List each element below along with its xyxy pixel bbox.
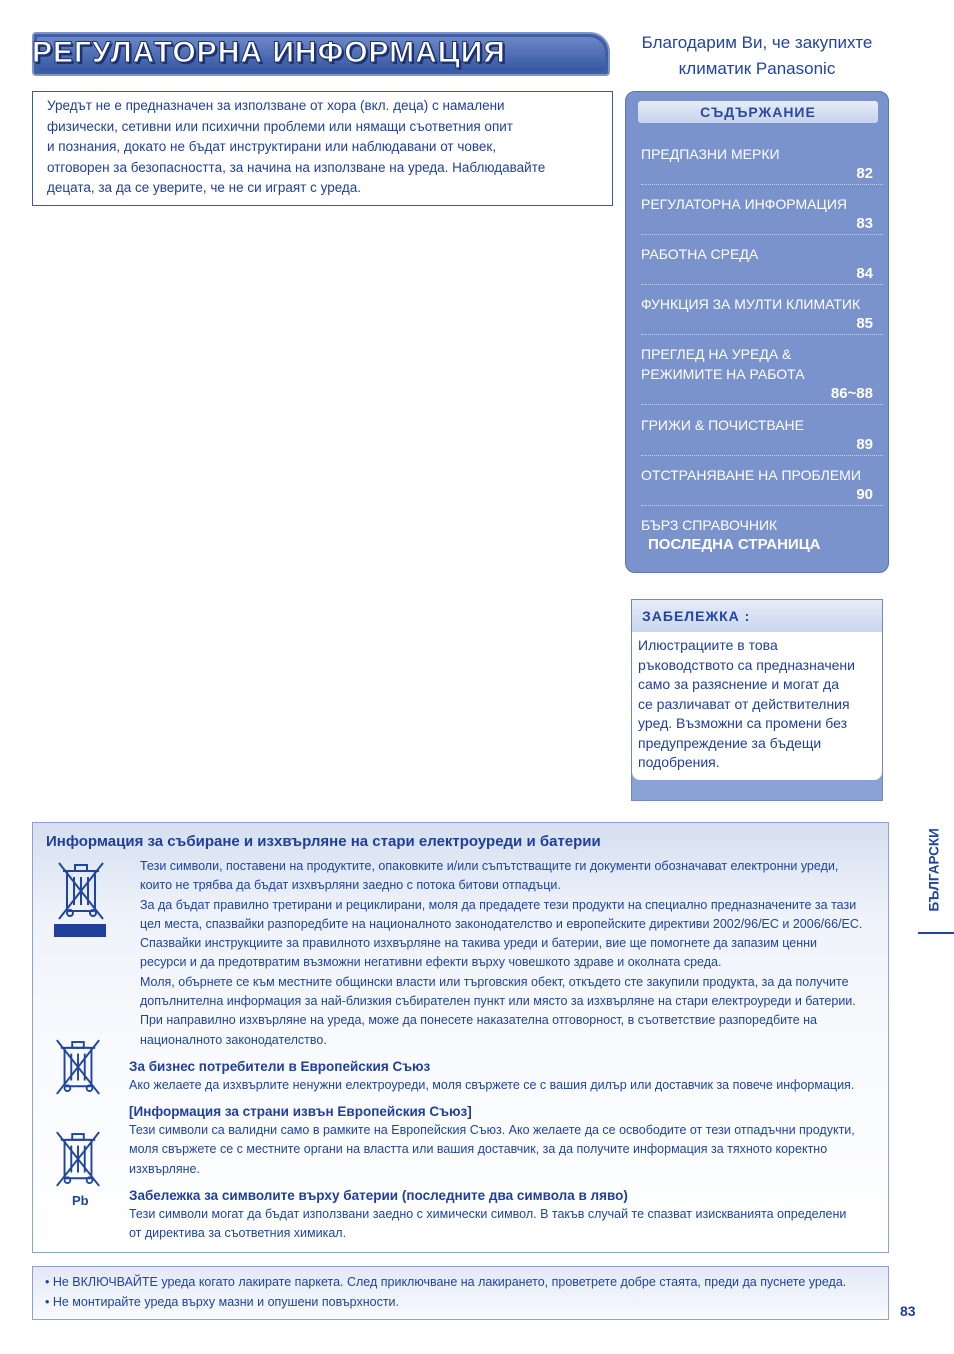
bottom-notes xyxy=(32,1266,889,1320)
crossed-bin-icon xyxy=(53,1127,103,1193)
toc-item-page: 82 xyxy=(856,165,873,182)
note-box xyxy=(631,599,883,801)
page-title: РЕГУЛАТОРНА ИНФОРМАЦИЯ xyxy=(32,36,506,69)
note-line: ръководството са предназначени xyxy=(638,656,855,673)
bottom-note: • Не монтирайте уреда върху мазни и опушени повърхности. xyxy=(45,1295,399,1309)
outside-line: моля свържете се с местните органи на властта или вашия доставчик, за да получите информация за тяхното коректно xyxy=(129,1142,828,1157)
battery-heading: Забележка за символите върху батерии (последните два символа в ляво) xyxy=(129,1188,628,1203)
note-line: Илюстрациите в това xyxy=(638,637,778,653)
toc-item[interactable] xyxy=(641,513,883,555)
toc-item-page: 83 xyxy=(856,215,873,232)
toc-item-page: 90 xyxy=(856,486,873,503)
battery-line: от директива за съответния химикал. xyxy=(129,1226,347,1241)
language-tab-label: БЪЛГАРСКИ xyxy=(926,828,942,912)
outside-eu-heading: [Информация за страни извън Европейския Съюз] xyxy=(129,1104,472,1119)
note-line: само за разяснение и могат да xyxy=(638,676,839,692)
toc-item[interactable] xyxy=(641,142,883,185)
warning-line: и познания, докато не бъдат инструктирани или наблюдавани от човек, xyxy=(47,139,497,154)
black-bar xyxy=(54,924,106,937)
intro-line: националното законодателство. xyxy=(140,1032,327,1047)
note-line: подобрения. xyxy=(638,754,720,770)
intro-line: ресурси и да предотвратим възможни негативни ефекти върху човешкото здраве и околната среда. xyxy=(140,955,722,970)
intro-line: допълнителна информация за най-близкия събирателен пункт или място за изхвърляне на стари електроуреди и батерии. xyxy=(140,994,856,1009)
toc-item-label: БЪРЗ СПРАВОЧНИК xyxy=(641,517,778,533)
battery-text xyxy=(129,1205,846,1244)
pb-label: Pb xyxy=(72,1193,89,1208)
toc-item-page: 89 xyxy=(856,436,873,453)
warning-line: отговорен за безопасността, за начина на използване на уреда. Наблюдавайте xyxy=(47,159,546,175)
outside-line: Тези символи са валидни само в рамките на Европейския Съюз. Ако желаете да се освободите от тези отпадъчни продукти, xyxy=(129,1123,855,1137)
toc-item[interactable] xyxy=(641,292,883,335)
intro-line: За да бъдат правилно третирани и рециклирани, моля да предадете тези продукти на специално предназначените за тази xyxy=(140,897,857,912)
toc-item-page: 86~88 xyxy=(830,385,873,402)
toc-item-label: ФУНКЦИЯ ЗА МУЛТИ КЛИМАТИК xyxy=(641,296,861,312)
intro-line: Тези символи, поставени на продуктите, опаковките и/или съпътстващите ги документи обозначават електронни уреди, xyxy=(140,859,839,873)
toc-item-label: ОТСТРАНЯВАНЕ НА ПРОБЛЕМИ xyxy=(641,467,861,483)
thanks-line-2: климатик Panasonic xyxy=(678,59,836,78)
toc-item-label-2: РЕЖИМИТЕ НА РАБОТА xyxy=(641,366,805,382)
toc-header: СЪДЪРЖАНИЕ xyxy=(638,101,878,123)
disposal-info-box xyxy=(32,822,889,1253)
table-of-contents xyxy=(625,91,889,573)
toc-item[interactable] xyxy=(641,242,883,285)
page-number: 83 xyxy=(900,1303,916,1319)
intro-line: които не трябва да бъдат изхвърляни заедно с потока битови отпадъци. xyxy=(140,878,561,893)
toc-item-label: РЕГУЛАТОРНА ИНФОРМАЦИЯ xyxy=(641,196,848,212)
toc-item-page: 85 xyxy=(856,315,873,332)
disposal-intro xyxy=(140,857,862,1050)
toc-item-label: РАБОТНА СРЕДА xyxy=(641,246,759,262)
intro-line: Моля, обърнете се към местните общински власти или търговския обект, откъдето сте закупили продукта, за да получите xyxy=(140,974,849,989)
toc-item[interactable] xyxy=(641,192,883,235)
crossed-bin-icon xyxy=(53,1035,103,1101)
intro-line: При направилно изхвърляне на уреда, може да понесете наказателна отговорност, в съответствие разпоредбите на xyxy=(140,1013,817,1028)
warning-box xyxy=(32,91,613,206)
note-body xyxy=(632,632,882,780)
warning-line: децата, за да се уверите, че не си играят с уреда. xyxy=(47,180,362,195)
outside-line: изхвърляне. xyxy=(129,1161,200,1176)
note-line: уред. Възможни са промени без xyxy=(638,715,848,731)
business-heading: За бизнес потребители в Европейския Съюз xyxy=(129,1059,431,1074)
outside-eu-text xyxy=(129,1121,855,1179)
toc-item[interactable] xyxy=(641,413,883,456)
toc-item-label: ПРЕГЛЕД НА УРЕДА & xyxy=(641,346,792,362)
thanks-text xyxy=(617,30,897,82)
bottom-note: • Не ВКЛЮЧВАЙТЕ уреда когато лакирате паркета. След приключване на лакирането, проветрете добре стаята, преди да пуснете уреда. xyxy=(45,1275,847,1289)
intro-line: цел места, спазвайки разпоредбите на националното законодателство и европейските директиви 2002/96/EC и 2006/66/EC. xyxy=(140,916,863,931)
thanks-line-1: Благодарим Ви, че закупихте xyxy=(641,33,873,52)
toc-item-label: ГРИЖИ & ПОЧИСТВАНЕ xyxy=(641,417,804,433)
toc-item[interactable] xyxy=(641,463,883,506)
toc-item-page: 84 xyxy=(856,265,873,282)
intro-line: Спазвайки инструкциите за правилното изхвърляне на такива уреди и батерии, вие ще помогнете да запазим ценни xyxy=(140,936,818,951)
warning-line: Уредът не е предназначен за използване от хора (вкл. деца) с намалени xyxy=(47,98,505,113)
warning-line: физически, сетивни или психични проблеми или нямащи съответния опит xyxy=(47,118,513,134)
note-line: се различават от действителния xyxy=(638,695,850,712)
toc-item[interactable] xyxy=(641,342,883,405)
crossed-bin-icon xyxy=(55,859,107,925)
toc-item-page: ПОСЛЕДНА СТРАНИЦА xyxy=(648,536,821,553)
note-header: ЗАБЕЛЕЖКА : xyxy=(632,600,882,632)
toc-item-label: ПРЕДПАЗНИ МЕРКИ xyxy=(641,146,780,162)
disposal-title: Информация за събиране и изхвърляне на стари електроуреди и батерии xyxy=(46,833,601,850)
note-line: предупреждение за бъдещи xyxy=(638,734,822,751)
business-text: Ако желаете да изхвърлите ненужни електроуреди, моля свържете се с вашия дилър или доставчик за повече информация. xyxy=(129,1078,855,1092)
battery-line: Тези символи могат да бъдат използвани заедно с химически символ. В такъв случай те спазват изискванията определени xyxy=(129,1207,847,1221)
